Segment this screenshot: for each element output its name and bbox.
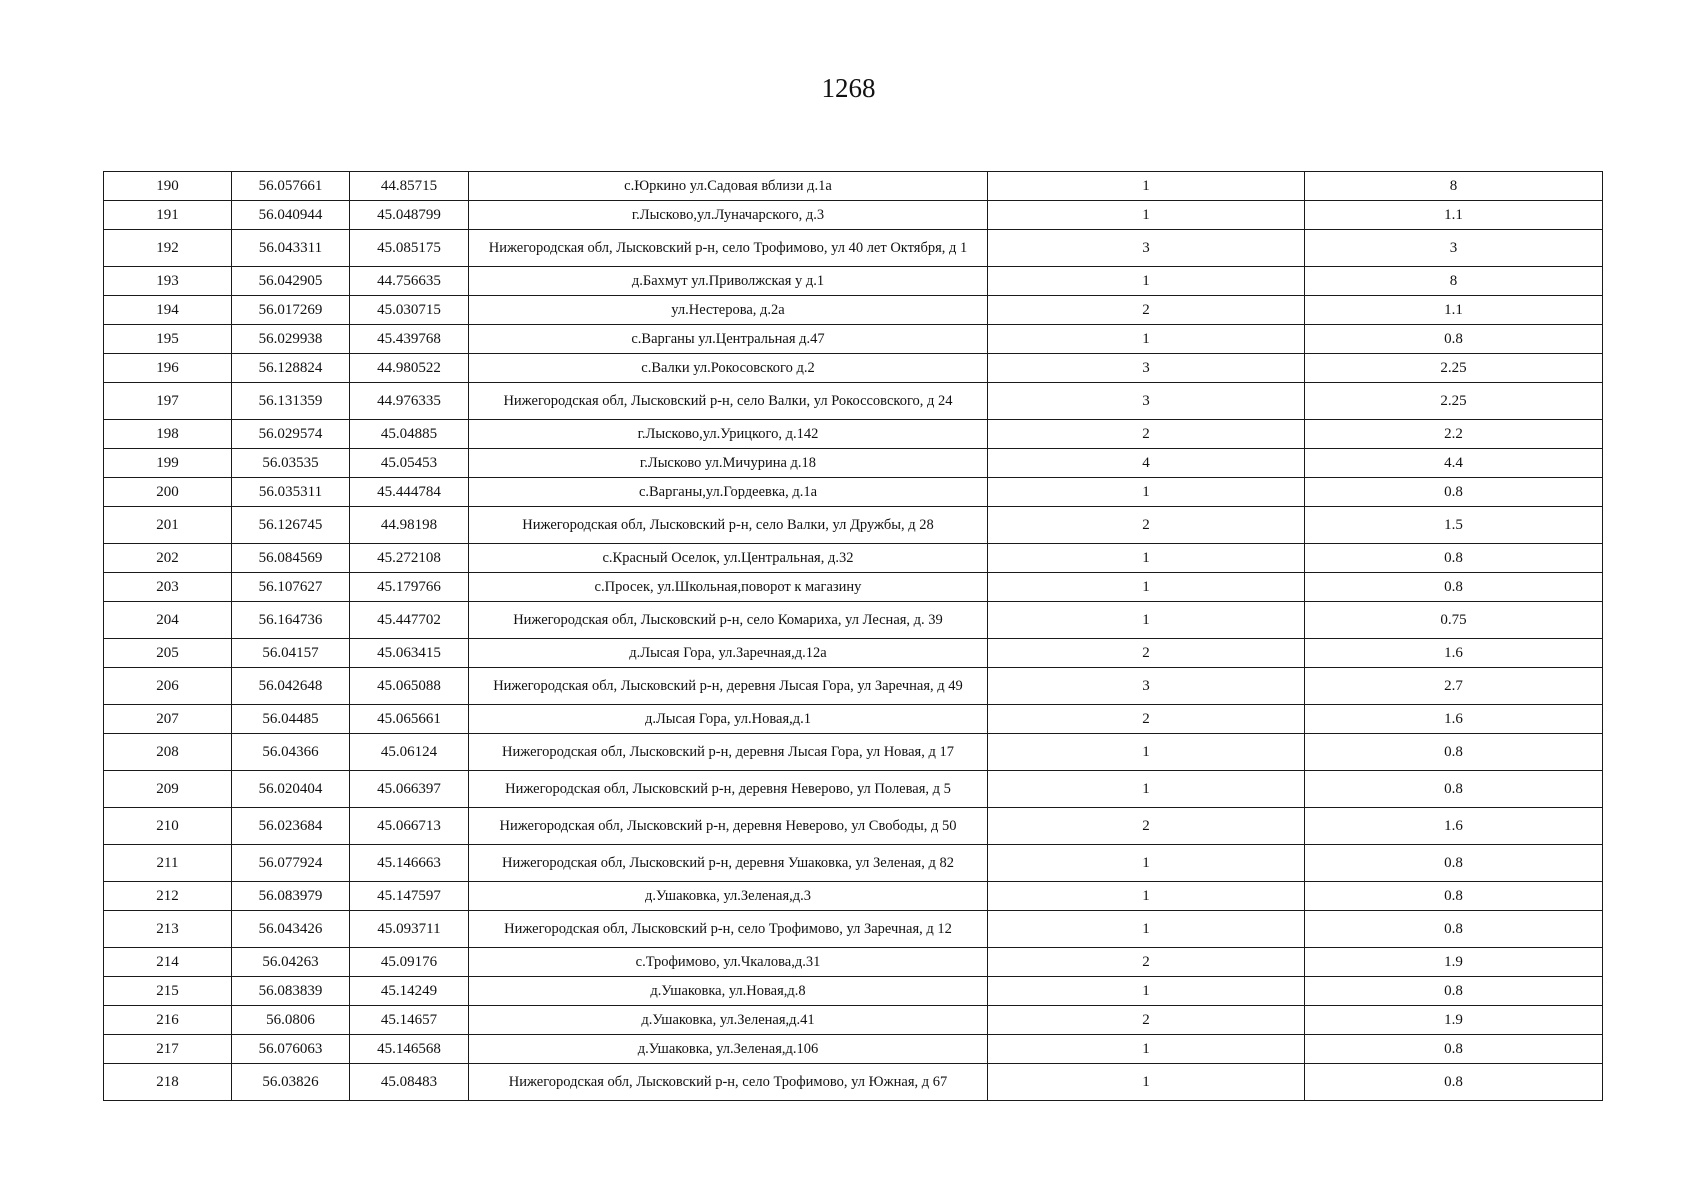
table-row — [104, 911, 1603, 948]
cell-count: 2 — [988, 808, 1305, 845]
cell-longitude: 45.444784 — [350, 478, 469, 507]
cell-count: 1 — [988, 172, 1305, 201]
table-row — [104, 325, 1603, 354]
cell-latitude: 56.03826 — [232, 1064, 350, 1101]
cell-row-number: 193 — [104, 267, 232, 296]
cell-address: ул.Нестерова, д.2а — [469, 296, 988, 325]
cell-latitude: 56.042648 — [232, 668, 350, 705]
cell-value: 1.9 — [1305, 1006, 1603, 1035]
table-row — [104, 507, 1603, 544]
cell-longitude: 44.85715 — [350, 172, 469, 201]
cell-address: Нижегородская обл, Лысковский р-н, деревня Лысая Гора, ул Заречная, д 49 — [469, 668, 988, 705]
table-row — [104, 668, 1603, 705]
cell-row-number: 213 — [104, 911, 232, 948]
records-table — [103, 171, 1603, 1101]
cell-longitude: 44.980522 — [350, 354, 469, 383]
table-row — [104, 1035, 1603, 1064]
cell-latitude: 56.035311 — [232, 478, 350, 507]
cell-address: д.Лысая Гора, ул.Новая,д.1 — [469, 705, 988, 734]
table-row — [104, 1006, 1603, 1035]
cell-row-number: 203 — [104, 573, 232, 602]
cell-longitude: 45.04885 — [350, 420, 469, 449]
cell-row-number: 205 — [104, 639, 232, 668]
table-row — [104, 296, 1603, 325]
table-row — [104, 201, 1603, 230]
cell-row-number: 206 — [104, 668, 232, 705]
table-row — [104, 845, 1603, 882]
cell-row-number: 191 — [104, 201, 232, 230]
cell-value: 0.8 — [1305, 882, 1603, 911]
cell-count: 1 — [988, 573, 1305, 602]
cell-latitude: 56.04157 — [232, 639, 350, 668]
cell-longitude: 45.05453 — [350, 449, 469, 478]
cell-longitude: 45.066713 — [350, 808, 469, 845]
cell-row-number: 190 — [104, 172, 232, 201]
table-row — [104, 977, 1603, 1006]
cell-value: 2.25 — [1305, 383, 1603, 420]
table-row — [104, 267, 1603, 296]
cell-count: 1 — [988, 977, 1305, 1006]
cell-value: 0.8 — [1305, 478, 1603, 507]
cell-value: 2.7 — [1305, 668, 1603, 705]
cell-longitude: 44.756635 — [350, 267, 469, 296]
cell-value: 2.25 — [1305, 354, 1603, 383]
cell-address: д.Ушаковка, ул.Новая,д.8 — [469, 977, 988, 1006]
cell-longitude: 45.06124 — [350, 734, 469, 771]
cell-value: 0.8 — [1305, 845, 1603, 882]
cell-longitude: 45.179766 — [350, 573, 469, 602]
cell-latitude: 56.042905 — [232, 267, 350, 296]
cell-row-number: 197 — [104, 383, 232, 420]
cell-row-number: 216 — [104, 1006, 232, 1035]
cell-address: д.Ушаковка, ул.Зеленая,д.3 — [469, 882, 988, 911]
cell-count: 3 — [988, 230, 1305, 267]
page-number: 1268 — [821, 73, 876, 103]
cell-row-number: 217 — [104, 1035, 232, 1064]
cell-latitude: 56.128824 — [232, 354, 350, 383]
cell-value: 0.8 — [1305, 771, 1603, 808]
table-row — [104, 808, 1603, 845]
cell-count: 1 — [988, 911, 1305, 948]
cell-value: 0.8 — [1305, 325, 1603, 354]
cell-row-number: 209 — [104, 771, 232, 808]
cell-address: д.Лысая Гора, ул.Заречная,д.12а — [469, 639, 988, 668]
cell-value: 1.9 — [1305, 948, 1603, 977]
cell-row-number: 218 — [104, 1064, 232, 1101]
cell-longitude: 45.08483 — [350, 1064, 469, 1101]
cell-row-number: 200 — [104, 478, 232, 507]
cell-count: 2 — [988, 1006, 1305, 1035]
cell-latitude: 56.023684 — [232, 808, 350, 845]
cell-count: 2 — [988, 948, 1305, 977]
cell-longitude: 45.147597 — [350, 882, 469, 911]
cell-longitude: 45.09176 — [350, 948, 469, 977]
cell-row-number: 198 — [104, 420, 232, 449]
table-row — [104, 573, 1603, 602]
table-row — [104, 882, 1603, 911]
cell-latitude: 56.029938 — [232, 325, 350, 354]
cell-longitude: 45.14657 — [350, 1006, 469, 1035]
cell-address: Нижегородская обл, Лысковский р-н, село Трофимово, ул Заречная, д 12 — [469, 911, 988, 948]
table-row — [104, 230, 1603, 267]
cell-row-number: 208 — [104, 734, 232, 771]
table-row — [104, 383, 1603, 420]
cell-address: Нижегородская обл, Лысковский р-н, деревня Лысая Гора, ул Новая, д 17 — [469, 734, 988, 771]
cell-count: 1 — [988, 1064, 1305, 1101]
cell-address: Нижегородская обл, Лысковский р-н, деревня Ушаковка, ул Зеленая, д 82 — [469, 845, 988, 882]
cell-address: д.Бахмут ул.Приволжская у д.1 — [469, 267, 988, 296]
table-row — [104, 639, 1603, 668]
cell-row-number: 207 — [104, 705, 232, 734]
cell-value: 1.5 — [1305, 507, 1603, 544]
cell-count: 4 — [988, 449, 1305, 478]
cell-address: с.Варганы,ул.Гордеевка, д.1а — [469, 478, 988, 507]
cell-longitude: 44.98198 — [350, 507, 469, 544]
cell-value: 1.6 — [1305, 705, 1603, 734]
cell-value: 1.1 — [1305, 296, 1603, 325]
cell-value: 4.4 — [1305, 449, 1603, 478]
table-row — [104, 449, 1603, 478]
cell-value: 1.6 — [1305, 639, 1603, 668]
cell-longitude: 45.439768 — [350, 325, 469, 354]
cell-count: 1 — [988, 267, 1305, 296]
cell-row-number: 192 — [104, 230, 232, 267]
cell-count: 1 — [988, 771, 1305, 808]
cell-longitude: 45.146568 — [350, 1035, 469, 1064]
cell-row-number: 214 — [104, 948, 232, 977]
cell-count: 1 — [988, 602, 1305, 639]
cell-longitude: 45.065088 — [350, 668, 469, 705]
cell-longitude: 44.976335 — [350, 383, 469, 420]
cell-longitude: 45.085175 — [350, 230, 469, 267]
cell-value: 8 — [1305, 172, 1603, 201]
cell-count: 2 — [988, 296, 1305, 325]
table-row — [104, 420, 1603, 449]
cell-address: с.Валки ул.Рокосовского д.2 — [469, 354, 988, 383]
cell-value: 0.75 — [1305, 602, 1603, 639]
records-table-body — [104, 172, 1603, 1101]
cell-count: 1 — [988, 1035, 1305, 1064]
cell-row-number: 201 — [104, 507, 232, 544]
table-row — [104, 544, 1603, 573]
cell-address: д.Ушаковка, ул.Зеленая,д.41 — [469, 1006, 988, 1035]
cell-row-number: 202 — [104, 544, 232, 573]
table-row — [104, 602, 1603, 639]
cell-address: г.Лысково ул.Мичурина д.18 — [469, 449, 988, 478]
cell-latitude: 56.126745 — [232, 507, 350, 544]
cell-count: 1 — [988, 325, 1305, 354]
cell-value: 0.8 — [1305, 977, 1603, 1006]
cell-latitude: 56.029574 — [232, 420, 350, 449]
cell-row-number: 204 — [104, 602, 232, 639]
cell-value: 0.8 — [1305, 1035, 1603, 1064]
cell-address: Нижегородская обл, Лысковский р-н, село Валки, ул Дружбы, д 28 — [469, 507, 988, 544]
cell-count: 3 — [988, 383, 1305, 420]
cell-latitude: 56.04366 — [232, 734, 350, 771]
cell-address: с.Трофимово, ул.Чкалова,д.31 — [469, 948, 988, 977]
cell-latitude: 56.03535 — [232, 449, 350, 478]
cell-address: с.Варганы ул.Центральная д.47 — [469, 325, 988, 354]
cell-latitude: 56.04263 — [232, 948, 350, 977]
cell-address: г.Лысково,ул.Урицкого, д.142 — [469, 420, 988, 449]
cell-count: 3 — [988, 668, 1305, 705]
cell-value: 0.8 — [1305, 734, 1603, 771]
cell-count: 1 — [988, 845, 1305, 882]
cell-address: с.Просек, ул.Школьная,поворот к магазину — [469, 573, 988, 602]
cell-latitude: 56.0806 — [232, 1006, 350, 1035]
cell-latitude: 56.076063 — [232, 1035, 350, 1064]
cell-longitude: 45.14249 — [350, 977, 469, 1006]
table-row — [104, 734, 1603, 771]
cell-value: 1.1 — [1305, 201, 1603, 230]
cell-latitude: 56.043311 — [232, 230, 350, 267]
cell-count: 3 — [988, 354, 1305, 383]
cell-row-number: 199 — [104, 449, 232, 478]
cell-latitude: 56.04485 — [232, 705, 350, 734]
cell-address: Нижегородская обл, Лысковский р-н, село Валки, ул Рокоссовского, д 24 — [469, 383, 988, 420]
cell-count: 1 — [988, 882, 1305, 911]
cell-latitude: 56.131359 — [232, 383, 350, 420]
cell-latitude: 56.107627 — [232, 573, 350, 602]
cell-row-number: 215 — [104, 977, 232, 1006]
table-row — [104, 478, 1603, 507]
cell-longitude: 45.066397 — [350, 771, 469, 808]
cell-latitude: 56.017269 — [232, 296, 350, 325]
cell-address: Нижегородская обл, Лысковский р-н, деревня Неверово, ул Полевая, д 5 — [469, 771, 988, 808]
cell-value: 2.2 — [1305, 420, 1603, 449]
cell-row-number: 194 — [104, 296, 232, 325]
cell-address: Нижегородская обл, Лысковский р-н, село Трофимово, ул Южная, д 67 — [469, 1064, 988, 1101]
cell-row-number: 196 — [104, 354, 232, 383]
cell-longitude: 45.030715 — [350, 296, 469, 325]
cell-value: 8 — [1305, 267, 1603, 296]
cell-address: Нижегородская обл, Лысковский р-н, село Трофимово, ул 40 лет Октября, д 1 — [469, 230, 988, 267]
cell-value: 3 — [1305, 230, 1603, 267]
cell-address: г.Лысково,ул.Луначарского, д.3 — [469, 201, 988, 230]
cell-value: 0.8 — [1305, 573, 1603, 602]
cell-value: 0.8 — [1305, 911, 1603, 948]
cell-row-number: 211 — [104, 845, 232, 882]
cell-count: 2 — [988, 507, 1305, 544]
table-row — [104, 354, 1603, 383]
cell-count: 2 — [988, 705, 1305, 734]
cell-longitude: 45.065661 — [350, 705, 469, 734]
cell-latitude: 56.020404 — [232, 771, 350, 808]
cell-row-number: 212 — [104, 882, 232, 911]
cell-latitude: 56.083839 — [232, 977, 350, 1006]
cell-row-number: 195 — [104, 325, 232, 354]
cell-longitude: 45.063415 — [350, 639, 469, 668]
cell-latitude: 56.040944 — [232, 201, 350, 230]
cell-value: 0.8 — [1305, 544, 1603, 573]
cell-address: д.Ушаковка, ул.Зеленая,д.106 — [469, 1035, 988, 1064]
cell-value: 0.8 — [1305, 1064, 1603, 1101]
cell-count: 2 — [988, 420, 1305, 449]
cell-address: с.Красный Оселок, ул.Центральная, д.32 — [469, 544, 988, 573]
cell-latitude: 56.057661 — [232, 172, 350, 201]
cell-latitude: 56.043426 — [232, 911, 350, 948]
table-row — [104, 1064, 1603, 1101]
table-row — [104, 172, 1603, 201]
table-row — [104, 771, 1603, 808]
cell-longitude: 45.048799 — [350, 201, 469, 230]
cell-longitude: 45.272108 — [350, 544, 469, 573]
cell-latitude: 56.077924 — [232, 845, 350, 882]
cell-longitude: 45.093711 — [350, 911, 469, 948]
cell-count: 1 — [988, 734, 1305, 771]
cell-longitude: 45.447702 — [350, 602, 469, 639]
cell-value: 1.6 — [1305, 808, 1603, 845]
cell-address: с.Юркино ул.Садовая вблизи д.1а — [469, 172, 988, 201]
table-row — [104, 948, 1603, 977]
cell-address: Нижегородская обл, Лысковский р-н, деревня Неверово, ул Свободы, д 50 — [469, 808, 988, 845]
cell-count: 1 — [988, 478, 1305, 507]
cell-count: 1 — [988, 201, 1305, 230]
cell-row-number: 210 — [104, 808, 232, 845]
cell-count: 1 — [988, 544, 1305, 573]
cell-count: 2 — [988, 639, 1305, 668]
cell-latitude: 56.083979 — [232, 882, 350, 911]
cell-address: Нижегородская обл, Лысковский р-н, село Комариха, ул Лесная, д. 39 — [469, 602, 988, 639]
table-row — [104, 705, 1603, 734]
cell-longitude: 45.146663 — [350, 845, 469, 882]
cell-latitude: 56.164736 — [232, 602, 350, 639]
cell-latitude: 56.084569 — [232, 544, 350, 573]
